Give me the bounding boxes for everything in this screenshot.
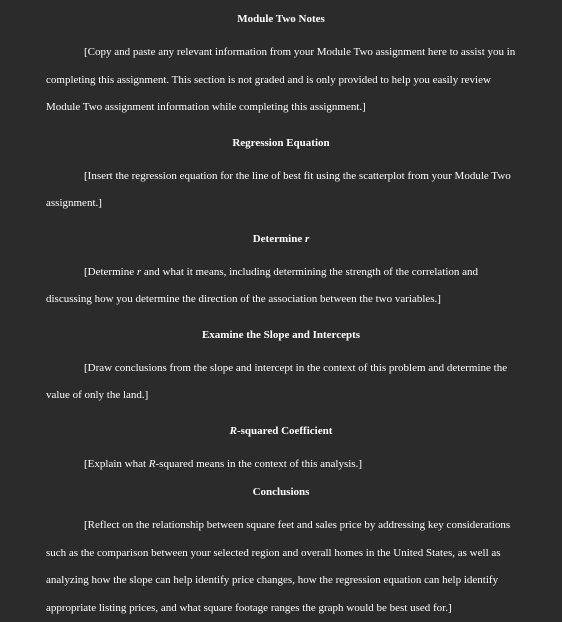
paragraph-determine-r-prefix: [Determine	[84, 265, 137, 278]
heading-r-squared-suffix: -squared Coefficient	[236, 424, 333, 437]
paragraph-module-two-notes: [Copy and paste any relevant information from your Module Two assignment here to assist you in completing this assignment. This section is not graded and is only provided to help you easily review Module Two assignment information while completing this assignment.]	[46, 46, 516, 113]
heading-slope-intercepts: Examine the Slope and Intercepts	[201, 328, 361, 341]
heading-determine-r-prefix: Determine	[252, 232, 305, 245]
paragraph-determine-r-italic: r	[136, 265, 142, 278]
heading-r-squared-italic: R	[229, 424, 237, 437]
paragraph-r-squared-italic: R	[148, 457, 156, 470]
paragraph-determine-r	[46, 259, 516, 314]
heading-r-squared	[46, 424, 516, 438]
heading-determine-r-italic: r	[304, 232, 310, 245]
heading-module-two-notes: Module Two Notes	[237, 13, 325, 25]
heading-determine-r	[46, 232, 516, 246]
paragraph-r-squared-prefix: [Explain what	[84, 457, 149, 470]
paragraph-conclusions: [Reflect on the relationship between square feet and sales price by addressing key considerations such as the comparison between your selected region and overall homes in the United States, as well as analyzing how the slope can help identify price changes, how the regression equation can help identify appropriate listing prices, and what square footage ranges the graph would be best used for.]	[46, 519, 511, 614]
heading-conclusions: Conclusions	[252, 486, 310, 498]
paragraph-regression-equation: [Insert the regression equation for the line of best fit using the scatterplot from your Module Two assignment.]	[46, 169, 511, 209]
paragraph-determine-r-suffix: and what it means, including determining the strength of the correlation and discussing how you determine the direction of the association between the two variables.]	[46, 265, 479, 305]
paragraph-r-squared	[46, 451, 516, 479]
paragraph-r-squared-suffix: -squared means in the context of this analysis.]	[155, 457, 363, 470]
paragraph-slope-intercepts: [Draw conclusions from the slope and intercept in the context of this problem and determine the value of only the land.]	[46, 361, 508, 401]
heading-regression-equation: Regression Equation	[232, 136, 330, 149]
